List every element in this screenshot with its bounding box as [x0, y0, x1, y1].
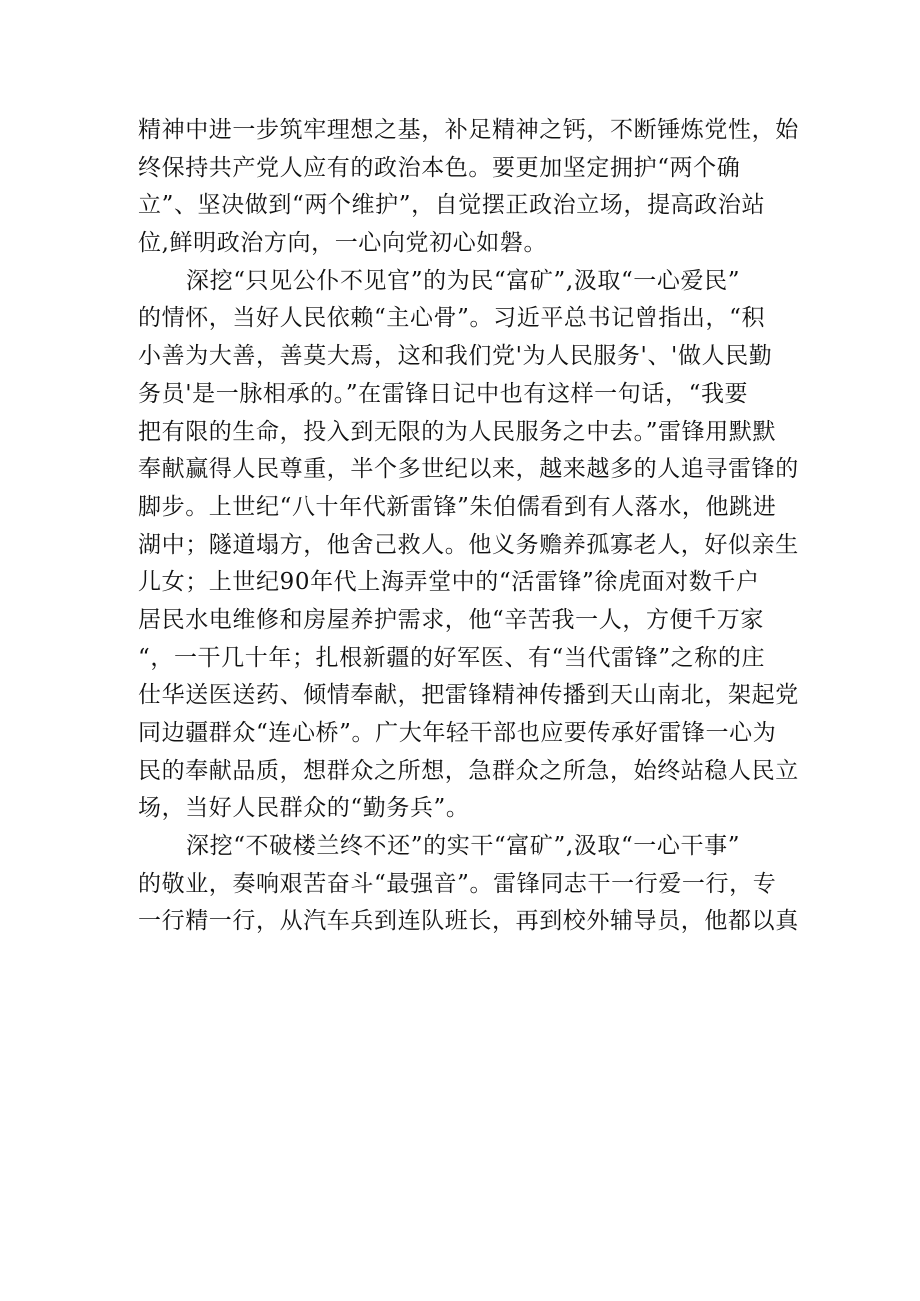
text-line: 脚步。上世纪“八十年代新雷锋”朱伯儒看到有人落水，他跳进 — [138, 493, 777, 520]
text-line: 湖中；隧道塌方，他舍己救人。他义务赡养孤寡老人，好似亲生 — [138, 531, 799, 558]
text-line: 立”、坚决做到“两个维护”，自觉摆正政治立场，提高政治站 — [138, 192, 766, 219]
text-line: 深挖“只见公仆不见官”的为民“富矿”,汲取“一心爱民” — [186, 267, 741, 294]
paragraph-3 — [138, 828, 799, 941]
text-line: 儿女；上世纪90年代上海弄堂中的“活雷锋”徐虎面对数千户 — [138, 569, 760, 596]
text-line: 的情怀，当好人民依赖“主心骨”。习近平总书记曾指出，“积 — [138, 305, 766, 332]
text-line: 场，当好人民群众的“勤务兵”。 — [138, 795, 470, 822]
text-line: “，一干几十年；扎根新疆的好军医、有“当代雷锋”之称的庄 — [138, 644, 766, 671]
text-line: 务员'是一脉相承的。”在雷锋日记中也有这样一句话，“我要 — [138, 380, 749, 407]
text-line: 民的奉献品质，想群众之所想，急群众之所急，始终站稳人民立 — [138, 757, 799, 784]
text-line: 居民水电维修和房屋养护需求，他“辛苦我一人，方便千万家 — [138, 606, 764, 633]
text-line: 同边疆群众“连心桥”。广大年轻干部也应要传承好雷锋一心为 — [138, 720, 777, 746]
text-line: 的敬业，奏响艰苦奋斗“最强音”。雷锋同志干一行爱一行，专 — [138, 870, 777, 897]
text-line: 终保持共产党人应有的政治本色。要更加坚定拥护“两个确 — [138, 154, 741, 181]
paragraph-2 — [138, 263, 799, 828]
text-line: 小善为大善，善莫大焉，这和我们党'为人民服务'、'做人民勤 — [138, 343, 773, 370]
document-body — [138, 112, 799, 941]
text-line: 仕华送医送药、倾情奉献，把雷锋精神传播到天山南北，架起党 — [138, 682, 799, 709]
text-line: 位,鲜明政治方向，一心向党初心如磐。 — [138, 230, 548, 257]
text-line: 奉献赢得人民尊重，半个多世纪以来，越来越多的人追寻雷锋的 — [138, 456, 799, 483]
text-line: 一行精一行，从汽车兵到连队班长，再到校外辅导员，他都以真 — [138, 908, 799, 935]
text-line: 深挖“不破楼兰终不还”的实干“富矿”,汲取“一心干事” — [186, 833, 741, 860]
text-line: 把有限的生命，投入到无限的为人民服务之中去。”雷锋用默默 — [138, 418, 777, 445]
text-line: 精神中进一步筑牢理想之基，补足精神之钙，不断锤炼党性，始 — [138, 117, 799, 143]
paragraph-1 — [138, 112, 799, 263]
